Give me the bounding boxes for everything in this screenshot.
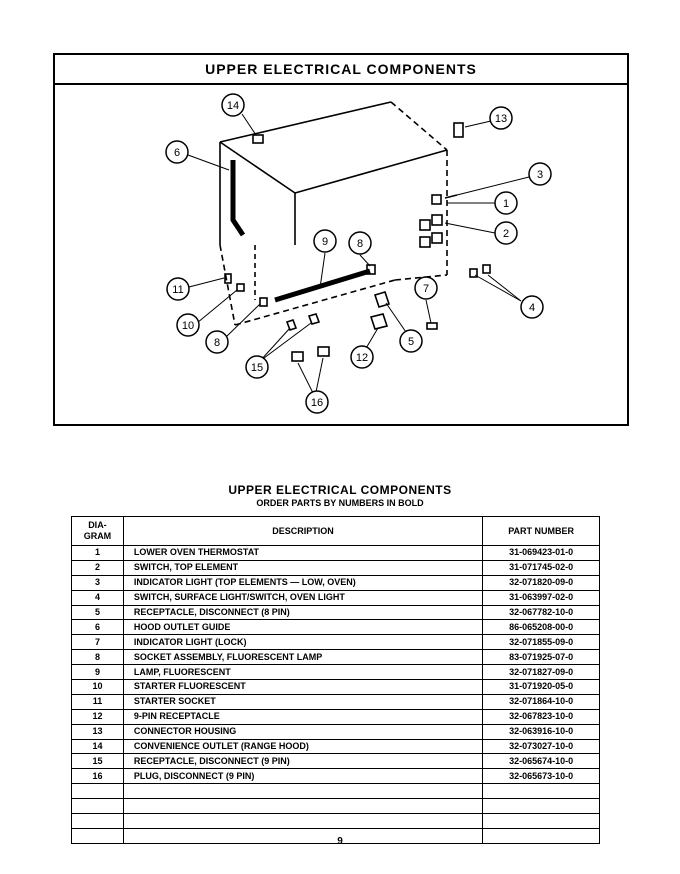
- callout-label: 15: [250, 362, 264, 374]
- table-row: [72, 754, 600, 769]
- row-part-number: 32-065674-10-0: [483, 754, 600, 769]
- row-part-number: 31-069423-01-0: [483, 546, 600, 561]
- table-heading: [0, 483, 680, 508]
- empty-cell: [483, 784, 600, 799]
- row-part-number: 32-067823-10-0: [483, 709, 600, 724]
- callout-label: 16: [310, 397, 324, 409]
- callout-2: [495, 222, 517, 244]
- row-diagram-number: 10: [72, 680, 124, 695]
- row-description: SOCKET ASSEMBLY, FLUORESCENT LAMP: [123, 650, 482, 665]
- row-part-number: 32-071820-09-0: [483, 575, 600, 590]
- table-row: [72, 665, 600, 680]
- page-number: 9: [337, 836, 343, 847]
- row-part-number: 32-067782-10-0: [483, 605, 600, 620]
- row-diagram-number: 1: [72, 546, 124, 561]
- row-part-number: 86-065208-00-0: [483, 620, 600, 635]
- callout-label: 3: [536, 169, 544, 181]
- table-row: [72, 650, 600, 665]
- exploded-parts-diagram: [55, 85, 627, 424]
- row-diagram-number: 15: [72, 754, 124, 769]
- column-header-part-number: PART NUMBER: [483, 517, 600, 546]
- empty-cell: [72, 814, 124, 829]
- callout-13: [490, 107, 512, 129]
- callout-16: [306, 391, 328, 413]
- row-description: CONNECTOR HOUSING: [123, 724, 482, 739]
- table-row: [72, 724, 600, 739]
- row-description: PLUG, DISCONNECT (9 PIN): [123, 769, 482, 784]
- empty-cell: [123, 814, 482, 829]
- callout-label: 7: [422, 283, 430, 295]
- diagram-frame: [53, 53, 629, 426]
- table-row: [72, 560, 600, 575]
- empty-cell: [123, 784, 482, 799]
- fluorescent-lamp-shape: [275, 271, 370, 300]
- row-diagram-number: 6: [72, 620, 124, 635]
- row-diagram-number: 14: [72, 739, 124, 754]
- empty-cell: [123, 799, 482, 814]
- row-diagram-number: 16: [72, 769, 124, 784]
- callout-label: 14: [226, 100, 240, 112]
- row-description: HOOD OUTLET GUIDE: [123, 620, 482, 635]
- callout-label: 4: [528, 302, 536, 314]
- table-row: [72, 605, 600, 620]
- parts-table: [71, 516, 600, 844]
- callout-label: 10: [181, 320, 195, 332]
- empty-table-row: [72, 784, 600, 799]
- row-part-number: 31-071745-02-0: [483, 560, 600, 575]
- row-description: 9-PIN RECEPTACLE: [123, 709, 482, 724]
- callout-8-lower: [206, 331, 228, 353]
- row-part-number: 32-065673-10-0: [483, 769, 600, 784]
- row-part-number: 32-071855-09-0: [483, 635, 600, 650]
- row-description: CONVENIENCE OUTLET (RANGE HOOD): [123, 739, 482, 754]
- row-part-number: 31-071920-05-0: [483, 680, 600, 695]
- row-description: INDICATOR LIGHT (TOP ELEMENTS — LOW, OVEN): [123, 575, 482, 590]
- callout-11: [167, 278, 189, 300]
- table-row: [72, 694, 600, 709]
- callout-label: 6: [173, 147, 181, 159]
- callout-9: [314, 230, 336, 252]
- table-row: [72, 769, 600, 784]
- table-row: [72, 739, 600, 754]
- callout-label: 2: [502, 228, 510, 240]
- table-subtitle: ORDER PARTS BY NUMBERS IN BOLD: [256, 498, 424, 508]
- callout-4: [521, 296, 543, 318]
- row-diagram-number: 8: [72, 650, 124, 665]
- row-diagram-number: 11: [72, 694, 124, 709]
- row-description: STARTER SOCKET: [123, 694, 482, 709]
- row-diagram-number: 3: [72, 575, 124, 590]
- column-header-diagram: DIA- GRAM: [72, 517, 124, 546]
- callout-label: 1: [502, 198, 510, 210]
- callout-label: 5: [407, 336, 415, 348]
- empty-cell: [483, 799, 600, 814]
- row-description: SWITCH, TOP ELEMENT: [123, 560, 482, 575]
- callout-15: [246, 356, 268, 378]
- row-description: RECEPTACLE, DISCONNECT (8 PIN): [123, 605, 482, 620]
- callout-14: [222, 94, 244, 116]
- row-diagram-number: 5: [72, 605, 124, 620]
- callout-label: 11: [172, 284, 184, 296]
- callout-7: [415, 277, 437, 299]
- callout-label: 8: [213, 337, 221, 349]
- row-description: SWITCH, SURFACE LIGHT/SWITCH, OVEN LIGHT: [123, 590, 482, 605]
- table-header-row: [72, 517, 600, 546]
- row-description: INDICATOR LIGHT (LOCK): [123, 635, 482, 650]
- callout-label: 12: [355, 352, 369, 364]
- callout-5: [400, 330, 422, 352]
- callout-10: [177, 314, 199, 336]
- table-row: [72, 546, 600, 561]
- connector-housing-shape: [454, 123, 463, 137]
- row-part-number: 32-073027-10-0: [483, 739, 600, 754]
- row-part-number: 32-071827-09-0: [483, 665, 600, 680]
- callout-8-upper: [349, 232, 371, 254]
- callout-label: 9: [321, 236, 329, 248]
- row-description: LOWER OVEN THERMOSTAT: [123, 546, 482, 561]
- row-part-number: 32-071864-10-0: [483, 694, 600, 709]
- empty-table-row: [72, 799, 600, 814]
- row-description: STARTER FLUORESCENT: [123, 680, 482, 695]
- row-description: LAMP, FLUORESCENT: [123, 665, 482, 680]
- table-row: [72, 620, 600, 635]
- callout-6: [166, 141, 188, 163]
- empty-cell: [72, 799, 124, 814]
- callout-label: 8: [356, 238, 364, 250]
- table-row: [72, 680, 600, 695]
- callout-1: [495, 192, 517, 214]
- column-header-description: DESCRIPTION: [123, 517, 482, 546]
- row-diagram-number: 9: [72, 665, 124, 680]
- diagram-title: UPPER ELECTRICAL COMPONENTS: [55, 55, 627, 85]
- empty-cell: [72, 784, 124, 799]
- callout-label: 13: [494, 113, 508, 125]
- row-part-number: 83-071925-07-0: [483, 650, 600, 665]
- row-diagram-number: 2: [72, 560, 124, 575]
- table-row: [72, 575, 600, 590]
- row-diagram-number: 4: [72, 590, 124, 605]
- row-diagram-number: 7: [72, 635, 124, 650]
- row-part-number: 31-063997-02-0: [483, 590, 600, 605]
- empty-table-row: [72, 814, 600, 829]
- callout-3: [529, 163, 551, 185]
- callout-12: [351, 346, 373, 368]
- table-title: UPPER ELECTRICAL COMPONENTS: [228, 483, 452, 497]
- convenience-outlet-shape: [253, 135, 263, 143]
- row-part-number: 32-063916-10-0: [483, 724, 600, 739]
- table-row: [72, 635, 600, 650]
- table-row: [72, 590, 600, 605]
- row-description: RECEPTACLE, DISCONNECT (9 PIN): [123, 754, 482, 769]
- hood-outlet-guide: [233, 160, 243, 235]
- row-diagram-number: 13: [72, 724, 124, 739]
- empty-cell: [483, 814, 600, 829]
- table-row: [72, 709, 600, 724]
- row-diagram-number: 12: [72, 709, 124, 724]
